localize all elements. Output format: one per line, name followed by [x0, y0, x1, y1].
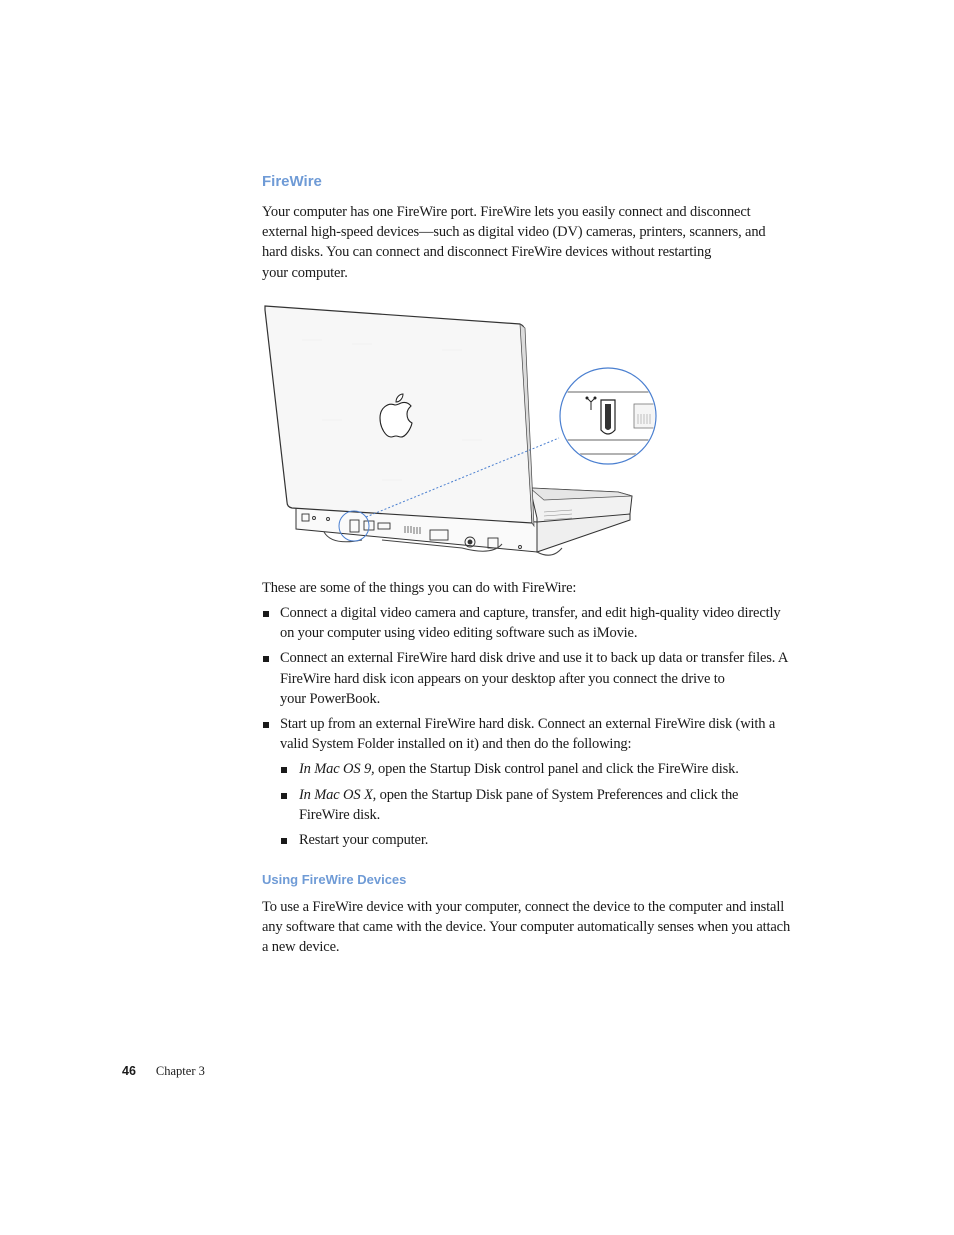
list-intro: These are some of the things you can do with FireWire:	[262, 580, 577, 596]
subsection-heading-using-firewire-devices: Using FireWire Devices	[262, 872, 407, 887]
firewire-uses-list	[262, 603, 807, 855]
sub-list-item: In Mac OS X, open the Startup Disk pane of System Preferences and click the FireWire disk.	[280, 785, 807, 825]
intro-paragraph: Your computer has one FireWire port. FireWire lets you easily connect and disconnect external high-speed devices—such as digital video (DV) cameras, printers, scanners, and hard disks. You can connect and disconnect FireWire devices without restarting your computer.	[262, 204, 766, 281]
list-item: Start up from an external FireWire hard disk. Connect an external FireWire disk (with a valid System Folder installed on it) and then do the following: In Mac OS 9, open the Startup Disk control panel and click the FireWire disk. In Mac OS X, open the Startup Disk pane of System Preferences and click the FireWire disk. Restart your computer.	[262, 714, 807, 850]
magnified-port-callout	[560, 368, 656, 464]
list-item: Connect an external FireWire hard disk drive and use it to back up data or transfer files. A FireWire hard disk icon appears on your desktop after you connect the drive to your PowerBook.	[262, 648, 807, 709]
startup-steps-list	[280, 759, 807, 850]
sub-list-item: In Mac OS 9, open the Startup Disk control panel and click the FireWire disk.	[280, 759, 807, 779]
list-item: Connect a digital video camera and capture, transfer, and edit high-quality video directly on your computer using video editing software such as iMovie.	[262, 603, 807, 643]
powerbook-firewire-illustration	[262, 300, 662, 568]
chapter-label: Chapter 3	[155, 1064, 205, 1078]
section-heading-firewire: FireWire	[262, 173, 322, 190]
page-footer	[122, 1064, 205, 1079]
sub-list-item: Restart your computer.	[280, 830, 807, 850]
using-devices-paragraph: To use a FireWire device with your computer, connect the device to the computer and install any software that came with the device. Your computer automatically senses when you attach a new device.	[262, 899, 791, 956]
page-number: 46	[122, 1064, 136, 1078]
